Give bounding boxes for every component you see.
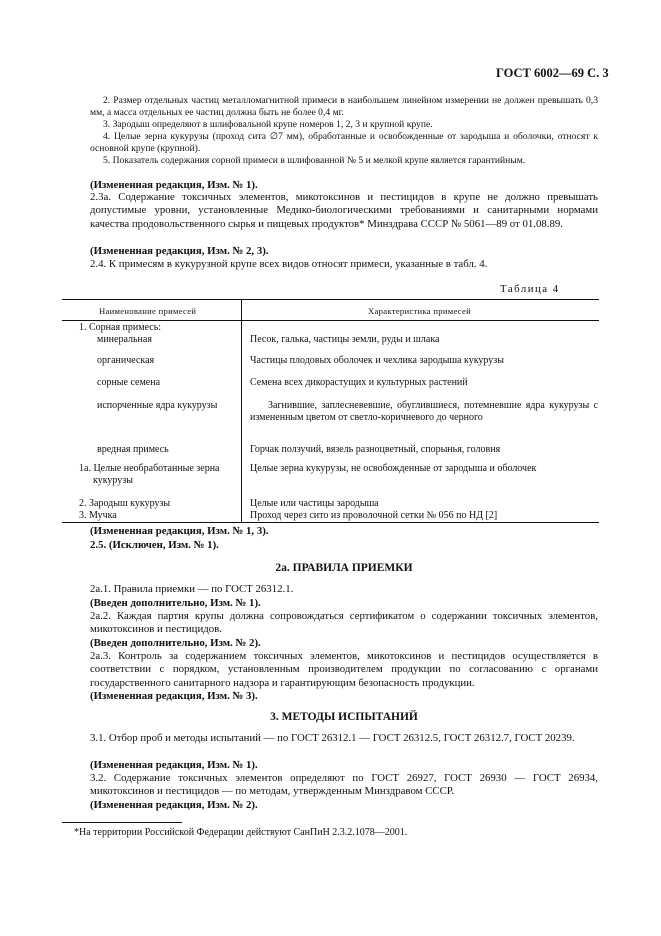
edit-note-2: (Измененная редакция, Изм. № 2, 3). — [90, 245, 269, 257]
table-row-name: 1а. Целые необработанные зерна кукурузы — [79, 463, 220, 486]
section-heading-2a: 2а. ПРАВИЛА ПРИЕМКИ — [275, 562, 413, 574]
table-row-description: Целые зерна кукурузы, не освобожденные от зародыша и оболочек — [250, 463, 537, 474]
note-3: 3. Зародыш определяют в шлифовальной крупе номеров 1, 2, 3 и крупной крупе. — [103, 119, 433, 130]
table-bottom-rule — [62, 522, 599, 523]
edit-note-3: (Измененная редакция, Изм. № 1, 3). — [90, 525, 269, 537]
table-row-description: Целые или частицы зародыша — [250, 498, 379, 509]
table-row-description: Проход через сито из проволочной сетки № 056 по НД [2] — [250, 510, 498, 521]
table-row-name: вредная примесь — [97, 444, 169, 455]
paragraph-2a-3: 2а.3. Контроль за содержанием токсичных элементов, микотоксинов и пестицидов осуществляется в соответствии с порядком, установленным производителем продукции по согласованию с органами государственного санитарного надзора и гарантирующим безопасность продукции. — [90, 650, 598, 689]
edit-note-5: (Измененная редакция, Изм. № 1). — [90, 759, 258, 771]
table-row-name: минеральная — [97, 334, 152, 345]
table-row-description: Семена всех дикорастущих и культурных растений — [250, 377, 468, 388]
paragraph-3-1: 3.1. Отбор проб и методы испытаний — по ГОСТ 26312.1 — ГОСТ 26312.5, ГОСТ 26312.7, ГОСТ 20239. — [90, 732, 575, 744]
table-header-name: Наименование примесей — [99, 306, 197, 316]
edit-note-4: (Измененная редакция, Изм. № 3). — [90, 690, 258, 702]
paragraph-2a-1: 2а.1. Правила приемки — по ГОСТ 26312.1. — [90, 583, 294, 595]
footnote-rule — [62, 822, 182, 823]
note-4: 4. Целые зерна кукурузы (проход сита ∅7 мм), обработанные и освобожденные от зародыша и оболочки, относят к основной крупе (крупной). — [90, 131, 598, 154]
table-row-name: испорченные ядра кукурузы — [97, 400, 218, 411]
edit-note-6: (Измененная редакция, Изм. № 2). — [90, 799, 258, 811]
section-heading-3: 3. МЕТОДЫ ИСПЫТАНИЙ — [270, 711, 418, 723]
paragraph-2a-2: 2а.2. Каждая партия крупы должна сопровождаться сертификатом о содержании токсичных элементов, микотоксинов и пестицидов. — [90, 610, 598, 636]
table-row-description: Частицы плодовых оболочек и чехлика зародыша кукурузы — [250, 355, 504, 366]
paragraph-2-4: 2.4. К примесям в кукурузной крупе всех видов относят примеси, указанные в табл. 4. — [90, 258, 488, 270]
table-row-description: Горчак ползучий, вязель разноцветный, спорынья, головня — [250, 444, 501, 455]
intro-note-2: (Введен дополнительно, Изм. № 2). — [90, 637, 261, 649]
intro-note-1: (Введен дополнительно, Изм. № 1). — [90, 597, 261, 609]
page-header: ГОСТ 6002—69 С. 3 — [496, 66, 609, 80]
table-header-rule — [62, 320, 599, 321]
table-header-description: Характеристика примесей — [368, 306, 472, 316]
paragraph-3-2: 3.2. Содержание токсичных элементов определяют по ГОСТ 26927, ГОСТ 26930 — ГОСТ 26934, микотоксинов и пестицидов — по методам, утвержденным Минздравом СССР. — [90, 772, 598, 798]
table-row-name: 1. Сорная примесь: — [79, 322, 162, 333]
table-row-name: 2. Зародыш кукурузы — [79, 498, 171, 509]
table-column-divider — [241, 299, 242, 522]
table-row-name: сорные семена — [97, 377, 161, 388]
table-number: Таблица 4 — [500, 283, 560, 295]
table-row-description: Загнившие, заплесневевшие, обуглившиеся, потемневшие ядра кукурузы с измененным цветом от светло-коричневого до черного — [250, 400, 598, 423]
footnote: *На территории Российской Федерации действуют СанПиН 2.3.2.1078—2001. — [74, 827, 408, 838]
table-row-name: 3. Мучка — [79, 510, 117, 521]
table-row-description: Песок, галька, частицы земли, руды и шлака — [250, 334, 440, 345]
note-5: 5. Показатель содержания сорной примеси в шлифованной № 5 и мелкой крупе является гарантийным. — [103, 155, 526, 166]
edit-note-1: (Измененная редакция, Изм. № 1). — [90, 179, 258, 191]
note-2: 2. Размер отдельных частиц металломагнитной примеси в наибольшем линейном измерении не должен превышать 0,3 мм, а масса отдельных ее частиц должна быть не более 0,4 мг. — [90, 95, 598, 118]
paragraph-2-3a: 2.3а. Содержание токсичных элементов, микотоксинов и пестицидов в крупе не должно превышать допустимые уровни, установленные Медико-биологическими требованиями и санитарными нормами качества продовольственного сырья и пищевых продуктов* Минздрава СССР № 5061—89 от 01.08.89. — [90, 191, 598, 230]
table-row-name: органическая — [97, 355, 155, 366]
table-top-rule — [62, 299, 599, 300]
paragraph-2-5: 2.5. (Исключен, Изм. № 1). — [90, 539, 219, 551]
